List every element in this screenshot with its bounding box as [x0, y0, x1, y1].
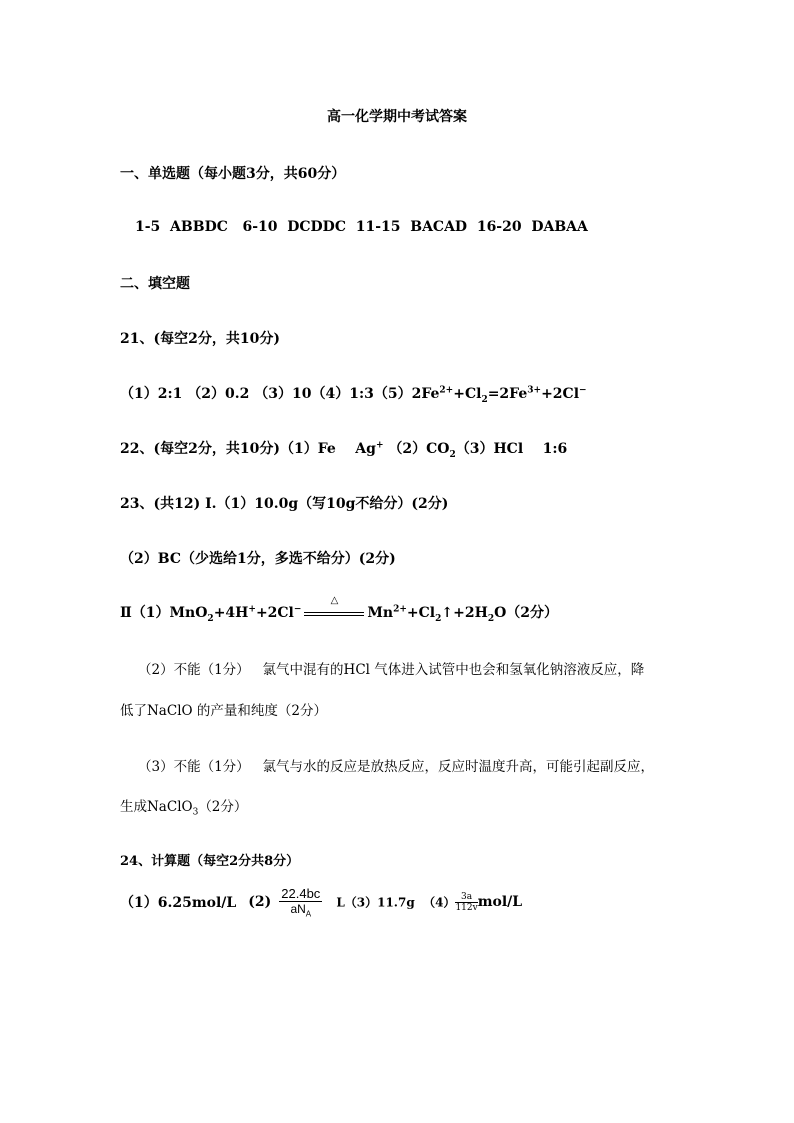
fe3-charge: 3+ [527, 385, 542, 396]
frac1-denominator [279, 902, 322, 918]
q22-line [120, 438, 567, 460]
mn-charge: 2+ [393, 604, 407, 615]
cl-minus-charge: − [293, 604, 302, 615]
eq-rest: ↑+2H [441, 605, 488, 621]
p3-text-b: （2分） [198, 799, 248, 815]
h2o-subscript: 2 [487, 613, 495, 624]
eq-mn: Mn [367, 605, 394, 621]
frac2-numerator: 3a [455, 892, 477, 903]
q21-header: 21、(每空2分，共10分) [120, 331, 280, 347]
eq-cl: +2Cl [255, 605, 294, 621]
section2-heading: 二、填空题 [120, 276, 190, 292]
q21-plus-cl: +Cl [453, 386, 482, 402]
eq-prefix: Ⅱ（1）MnO [120, 605, 208, 621]
heat-symbol: △ [330, 595, 339, 606]
eq-h: +4H [213, 605, 249, 621]
q21-answers [120, 383, 587, 405]
fraction-22-4bc [279, 886, 322, 918]
co2-subscript: 2 [449, 449, 456, 460]
q24-a2-unit: L（3）11.7g （4） [336, 895, 456, 910]
q24-answers [120, 886, 522, 918]
fe2-charge: 2+ [439, 385, 454, 396]
q24-a1: （1）6.25mol/L [120, 895, 237, 912]
page-title: 高一化学期中考试答案 [327, 109, 467, 125]
q21-eq-fe: =2Fe [487, 386, 528, 402]
section1-heading: 一、单选题（每小题3分，共60分） [120, 166, 346, 182]
q24-header: 24、计算题（每空2分共8分） [120, 854, 300, 869]
q21-answer-prefix: （1）2:1 （2）0.2 （3）10（4）1:3（5）2Fe [120, 386, 440, 402]
arrow-bar-top [304, 612, 364, 613]
q23-p3-line1: （3）不能（1分） 氯气与水的反应是放热反应，反应时温度升高，可能引起副反应， [138, 759, 655, 775]
frac1-den-text: aN [290, 902, 306, 916]
q23-part1-line1: 23、(共12) Ⅰ.（1）10.0g（写10g不给分）(2分) [120, 496, 449, 512]
q22-text-a: 22、(每空2分，共10分)（1）Fe Ag [120, 441, 376, 457]
q23-part1-line2: （2）BC（少选给1分，多选不给分）(2分) [120, 551, 396, 567]
h-charge: + [248, 604, 256, 615]
cl2-sub: 2 [435, 613, 442, 624]
cl2-subscript: 2 [481, 394, 488, 405]
q24-a4-unit: mol/L [477, 894, 523, 911]
naclo3-subscript: 3 [192, 807, 199, 818]
fraction-3a-112v [455, 892, 477, 913]
q23-p2-line2: 低了NaClO 的产量和纯度（2分） [120, 703, 327, 719]
q21-plus-2cl: +2Cl [541, 386, 580, 402]
q23-p2-line1: （2）不能（1分） 氯气中混有的HCl 气体进入试管中也会和氢氧化钠溶液反应，降 [138, 662, 645, 678]
frac1-numerator: 22.4bc [281, 886, 321, 901]
eq-end: O（2分） [494, 605, 559, 621]
p3-text-a: 生成NaClO [120, 799, 193, 815]
section1-answers: 1-5 ABBDC 6-10 DCDDC 11-15 BACAD 16-20 DABAA [135, 219, 588, 235]
q22-text-b: （2）CO [383, 441, 450, 457]
frac1-den-subscript: A [305, 909, 312, 919]
q23-equation [120, 595, 559, 624]
q23-p3-line2 [120, 795, 247, 818]
ag-charge: + [375, 440, 384, 451]
heat-reaction-arrow [304, 595, 364, 620]
cl-charge: − [579, 385, 587, 396]
arrow-bar-bottom [304, 615, 364, 616]
q22-text-c: （3）HCl 1:6 [455, 441, 568, 457]
q24-a2-label: (2) [248, 894, 272, 911]
eq-cl2: +Cl [406, 605, 436, 621]
mno2-subscript: 2 [207, 613, 214, 624]
frac2-denominator: 112v [455, 902, 478, 913]
